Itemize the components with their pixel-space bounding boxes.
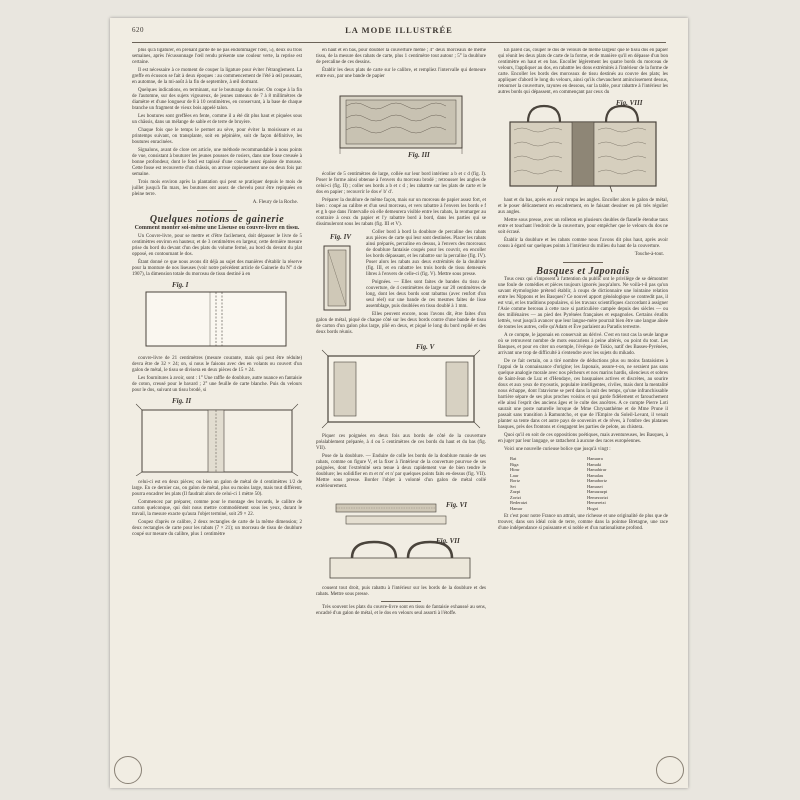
section-subtitle: Comment monter soi-même une Liseuse ou couvre-livre en tissu. — [134, 225, 300, 231]
paragraph: Pose de la doublure. — Enduire de colle les bords de la doublure munie de ses rabats, comme on figure V, et la fixer à l'intérieur de la couverture pourvue de ses poignées, dont l'extrémité sera tenue à deux rapidement vue de bien tendre le doublure; les solidifier en m et m' et n' par quelques points faits en-dessus (fig. VII). Mettre sous presse. Border l'objet à volonté d'un galon de métal collé extérieurement. — [316, 454, 486, 489]
book-cover-flat-illustration — [132, 282, 302, 352]
figure-label: Fig. VII — [436, 537, 460, 545]
running-title: LA MODE ILLUSTRÉE — [345, 25, 453, 35]
word-list-item: Hamalau — [587, 472, 604, 478]
paragraph: Quoi qu'il en soit de ces oppositions poétiques, mais aventureuses, les Basques, à en juger par leur langage, se rattachent à aucune des races européennes. — [498, 433, 668, 444]
column-1 — [132, 48, 302, 778]
figure-3 — [316, 84, 486, 168]
corner-ornament — [656, 756, 684, 784]
article-signature: A. Fleury de la Roche. — [252, 200, 298, 205]
flap-illustration — [316, 234, 362, 314]
paragraph: écolier de 5 centimètres de large, collée sur leur bord intérieur a b et c d (fig. I). Poser le forme ainsi obtenue à l'envers du morceau brodé ; retrousser les angles de celui-ci (fig. II) ; coller ses bords a b et c d ; les rabattre sur les plats de carte et le dos en papier ; recouvrir le dos e' b' d'. — [316, 172, 486, 195]
figure-1 — [132, 282, 302, 352]
page-number: 620 — [132, 26, 144, 34]
paragraph: cousent tout droit, puis rabattu à l'intérieur sur les bords de la doublure et des rabats. Mettre sous presse. — [316, 586, 486, 597]
divider — [381, 601, 421, 602]
paragraph: A ce compte, le japonais en conservait au dérivé. C'est en tout cas la seule langue où se retrouvent nombre de mots euscariens à peine altérés, ou point du tout. Les Basques, et pour en citer un exemple, l'évêque de Tokio, natif des Basses-Pyrénées, arrivant une trop de difficulté à s'entendre avec les sujets du mikado. — [498, 333, 668, 356]
word-list-item: Hogoi — [587, 505, 599, 511]
finished-book-cover-illustration — [498, 100, 668, 194]
divider — [197, 210, 237, 211]
column-3 — [498, 48, 668, 778]
corner-ornament — [114, 756, 142, 784]
paragraph: Tous ceux qui s'imposent à l'attention du public ont le privilège de se démontrer une foule de comédies et pièces toujours ignorés jusqu'alors. Ne voilà-t-il pas qu'un savant étymologiste prétend établir, à coups de dictionnaire une lointaine relation entre les Nippons et les Basques? Ce nouvel apport généalogique se contredit pas, il est vrai, et les traditions populaires, si les travaux scientifiques s'accordant à assigner l'Asie comme berceau à cette race si particulière campée depuis des siècles — ou des millénaires — au pied des Pyrénées françaises et espagnoles. Certains érudits lettrés, veut jusqu'à avancer que leur langue-mère pourrait bien être une langue aînée de toutes les autres, celle qu'Adam et Ève parlaient au Paradis terrestre. — [498, 277, 668, 330]
paragraph: Préparer la doublure de même façon, mais sur un morceau de papier assez fort, et bien : coupé au calibre et d'un seul morceau, et vers rabattre à l'envers les bords e f et g h que dans l'intervalle où elle demeurera visible entre les rabats, la renmarger au contraire à ceux du papier et l'y rabattre bord à bord, dans les parties qui se dissimuleront sous les rabats (fig. III et V). — [316, 198, 486, 227]
paragraph: plus qu'à ligaturer, en prenant garde de ne pas endommager l'œil, 5), deux ou trois semaines, après l'écussonnage l'œil rendu présente une couleur verte, la reprise est certaine. — [132, 48, 302, 65]
basque-number-list — [510, 456, 656, 511]
word-list-item: Hamazazpi — [587, 489, 608, 494]
figure-label: Fig. III — [408, 151, 430, 159]
word-list-item: Biga — [510, 461, 519, 467]
word-list-item: Hamarra — [587, 456, 603, 461]
word-list-item: Hamaki — [587, 461, 602, 467]
divider — [563, 262, 603, 263]
word-list-item: Hirur — [510, 467, 520, 472]
figure-label: Fig. II — [172, 397, 192, 405]
paragraph: Coupez d'après ce calibre, 2 deux rectangles de carte de la même dimension; 2 deux rectangles de carte pour les rabats (7 × 21); un morceau de tissu de doublure coupé sur mesure du calibre, plus 1 centimètre — [132, 520, 302, 537]
paragraph: celui-ci est en deux pièces; ou bien un galon de métal de 4 centimètres 1/2 de large. En ce dernier cas, on galon de métal, plus ou moins large, mais tout différent, pourra encadrer les plats (Il faudrait alors de celui-ci 1 mètre 50). — [132, 480, 302, 497]
word-list-item: Hemezortzi — [587, 494, 608, 500]
paragraph: Voici une nouvelle curieuse bolice que jusqu'à vingt : — [504, 447, 611, 452]
paragraph: En pareil cas, couper le dos de velours de même largeur que le tissu dos en papier qui réunit les deux plats de carte de la forme, et de manière qu'il en dépasse d'un bon centimètre en haut et en bas. Encoller légèrement les quatre bords du morceau de velours, l'appliquer au dos, en rabattre les dons extrémités à l'intérieur de la forme de carte. Encoller les bords des morceaux de tissu destinés au couvre des plats; les appliquer d'abord le long du velours, ainsi qu'ils chevauchent amincissement dessus, retourner la couverture, rayures en dessous, sur la table, pour rabattre à l'intérieur les autres bords qui dépassent, en commençant par ceux du — [498, 48, 668, 95]
word-list-item: Bederatzi — [510, 500, 528, 505]
paragraph: Elles peuvent encore, nous l'avons dit, être faites d'un galon de métal, piqué de chaque côté sur les deux bords contre d'une bande de tissu de carton d'un galon plus large, plié en deux, et piqué le long du bord replié et des deux bords réunis. — [316, 312, 486, 335]
paragraph: Établir les deux plats de carte sur le calibre, et rempliez l'intervalle qui demeure entre eux, par une bande de papier — [316, 68, 486, 79]
word-list-item: Hamahirur — [587, 467, 607, 472]
word-list-item: Hamasei — [587, 483, 603, 489]
handles-attached-illustration — [316, 538, 486, 582]
word-list-item: Bat — [510, 456, 517, 461]
article-signature: Touche-à-tout. — [634, 252, 664, 257]
paragraph: Coller bord à bord la doublure de percaline des rabats aux pièces de carte qui leur sont destinées. Placer les rabats ainsi préparés, percaline en dessus, à l'envers des morceaux de doublure fantaisie coupés pour les couvrir, en encoller les bords dépassant, et les rabattre sur la percaline (fig. IV). Poser alors les rabats aux deux extrémités de la doublure (fig. III, et en rabattre les trois bords de tissu demeurés libres à l'envers de celle-ci (fig. V). Mettre sous presse. — [366, 230, 486, 277]
column-2 — [316, 48, 486, 778]
page-header — [110, 26, 688, 42]
figure-5 — [316, 340, 486, 430]
paragraph: Trois mois environ après la plantation qui peut se pratiquer depuis le mois de juillet jusqu'à fin mars, les boutures ont assez de chevelu pour être repiquées en pleine terre. — [132, 180, 302, 197]
word-list-item: Zortzi — [510, 494, 521, 500]
cover-with-spine-illustration — [132, 398, 302, 476]
figure-2 — [132, 398, 302, 476]
paragraph: Quelques indications, en terminant, sur le bouturage du rosier. On coupe à la fin de l'automne, sur des sujets vigoureux, de jeunes rameaux de 7 à 8 millimètres de diamètre et d'une longueur de 8 à 10 centimètres, en conservant, à la base de chaque branche un fragment de vieux bois appelé talon. — [132, 88, 302, 111]
magazine-page — [110, 18, 688, 788]
fabric-cover-illustration — [316, 84, 486, 168]
figure-7 — [316, 538, 486, 582]
lining-with-flaps-illustration — [316, 340, 486, 430]
word-list-item: Hamar — [510, 505, 523, 511]
paragraph: Étant donné ce que nous avons dit déjà au sujet des manières d'établir la réserve pour la monture de nos liseuses (voir notre précédent article de Gainerie du N° 4 de 1907), la dimension totale du morceau de tissu destiné à en — [132, 260, 302, 277]
figure-6 — [316, 494, 486, 534]
word-list-item: Sei — [510, 483, 516, 489]
paragraph: en haut et en bas, pour doubler la couverture même ; 4° deux morceaux de même tissu, de la mesure des rabats de carte, plus 1 centimètre tout autour ; 5° la doublure de percaline de ces dessins. — [316, 48, 486, 65]
section-title: Basques et Japonais — [536, 266, 630, 277]
word-list-item: Bortz — [510, 478, 520, 483]
paragraph: haut et du bas, après en avoir rompu les angles. Encoller alors le galon de métal, et le poser délicatement en encadrement, en le faisant dessiner en pli très régulier aux angles. — [498, 198, 668, 215]
paragraph: Établir la doublure et les rabats comme nous l'avons dit plus haut, après avoir cousu à égard sur quelques points à l'intérieur du milieu du haut de la couverture. — [498, 238, 668, 249]
figure-label: Fig. V — [416, 343, 435, 351]
paragraph: Un Couvre-livre, pour se mettre et d'être facilement, doit dépasser le livre de 5 centimètres environ en hauteur, et de 3 centimètres en largeur, cette dernière mesure prise du bord du devant d'un des plats du volume fermé, au bord du devant du plat opposé, en contournant le dos. — [132, 234, 302, 257]
figure-8 — [498, 100, 668, 194]
paragraph: Et c'est pour notre France un attrait, une richesse et une originalité de plus que de trouver, dans son idéal coin de terre, comme dans la pointue Bretagne, une race d'une indépendance si puissante et si noble et d'un nationalisme profond. — [498, 514, 668, 531]
paragraph: Très souvent les plats du couvre-livre sont en tissu de fantaisie exhaussé au sens, encadré d'un galon de métal, et le dos en velours seul assorti à l'étoffe. — [316, 605, 486, 616]
figure-4 — [316, 234, 362, 314]
handle-strip-illustration — [316, 494, 486, 534]
paragraph: Signalons, avant de clore cet article, une méthode recommandable à nous points de vue, consistant à bouturer les jeunes pousses de rosiers, dans une fosse creusée à bonne profondeur, dont le fond est tapissé d'une couche assez épaisse de mousse. Cette fosse est recouverte d'un châssis, on arrose copieusement une ou deux fois par semaine. — [132, 148, 302, 177]
paragraph: Poignées. — Elles sont faites de bandes du tissu de couverture, de 4 centimètres de large sur 20 centimètres de long, dont les deux bords sont rabattus (avec renfort d'un seul réel) sur une bande de ces mesmes faites de lisse assemblage, puis doublées en tissu doublé à 1 mm. — [366, 280, 486, 309]
figure-label: Fig. VIII — [616, 99, 643, 107]
paragraph: Piquer ces poignées en deux fois aux bords de côté de la couverture préalablement préparée, à 4 ou 5 centimètres de ces bords du haut et du bas (fig. VII). — [316, 434, 486, 451]
paragraph: Les boutures sont greffées en fente, comme il a été dit plus haut et piquées sous un châssis, dans un mélange de sable et de terre de bruyère. — [132, 114, 302, 125]
word-list-item: Hamabortz — [587, 478, 607, 483]
header-rule — [132, 42, 666, 43]
paragraph: De ce fait certain, on a tiré nombre de déductions plus ou moins fantaisistes à l'appui de la connaissance d'origine; les Japonais, assure-t-on, ne seraient pas sans quelque analogie morale avec nos pêcheurs et nos marins hardis, silencieux et sobres de Saint-Jean de Luz et d'Hendaye, ces basquaises actives et discrètes, au sourire doux et aux yeux de myosotis, populaire intelligentes, civiles, mais dont la mentalité nous échappe, dont l'atavisme se perd dans la nuit des temps, qu'une infranchissable barrière sépare de ses plus proches voisins et qui garde fidèlement et farouchement elle ainsi l'esprit des anciens âges et le culte des ancêtres. A ce compte Pierre Loti saurait une poste naturelle lorsque de Mme Chrysanthème et de Mme Prune il passait sans transition à Ramuntcho, et que de l'Empire du Soleil-Levant, il venait planter sa tente dans cet autre pays de souvenirs et de rêves, à l'ombre des platanes basques, près des frontons et s'engagent les parties de pelote, au chistera. — [498, 359, 668, 430]
figure-label: Fig. I — [172, 281, 189, 289]
paragraph: Chaque fois que le temps le permet au sève, pour éviter la moisissure et au printemps suivant, on transplante, soit en pépinière, soit de façon définitive, les boutures enracinées. — [132, 128, 302, 145]
paragraph: Il est nécessaire à ce moment de couper la ligature pour éviter l'étranglement. La greffe en écusson se fait à deux époques : au commencement de l'été à œil poussant, en automne, de la mi-août à la fin de septembre, à œil dormant. — [132, 68, 302, 85]
figure-label: Fig. IV — [330, 233, 352, 241]
word-list-item: Laur — [510, 472, 519, 478]
paragraph: couvre-livre de 21 centimètres (mesure courante, mais qui peut être réduite) devra être de 32 × 24; on, si nous le faisons avec des en volants ou couvert d'un galon de métal, le tissu se divisera en deux pièces de 15 × 24. — [132, 356, 302, 373]
word-list-item: Hemeretzi — [587, 500, 606, 505]
figure-label: Fig. VI — [446, 501, 468, 509]
word-list-item: Zazpi — [510, 489, 521, 494]
paragraph: Les fournitures à avoir, sont : 1° Une raffle de doublure, autre nuance en fantaisie de coton, creusé pour le bavard ; 2° une feuille de carte blanche. Puis du velours pour le dos, suivant un tissu brodé, si — [132, 376, 302, 393]
paragraph: Mettre sous presse, avec un rolleton en plusieurs doubles de flanelle étendue taux entre et touchant l'endroit de la couverture, pour empêcher que le velours du dos ne soit écrasé. — [498, 218, 668, 235]
paragraph: Commencez par préparer, comme pour le montage des buvards, le calibre de carton quelconque, qui doit nous mettre commodément sous les yeux, durant le travail, la mesure exacte qu'aura l'objet terminé, soit 29 × 22. — [132, 500, 302, 517]
section-title: Quelques notions de gainerie — [149, 214, 285, 225]
